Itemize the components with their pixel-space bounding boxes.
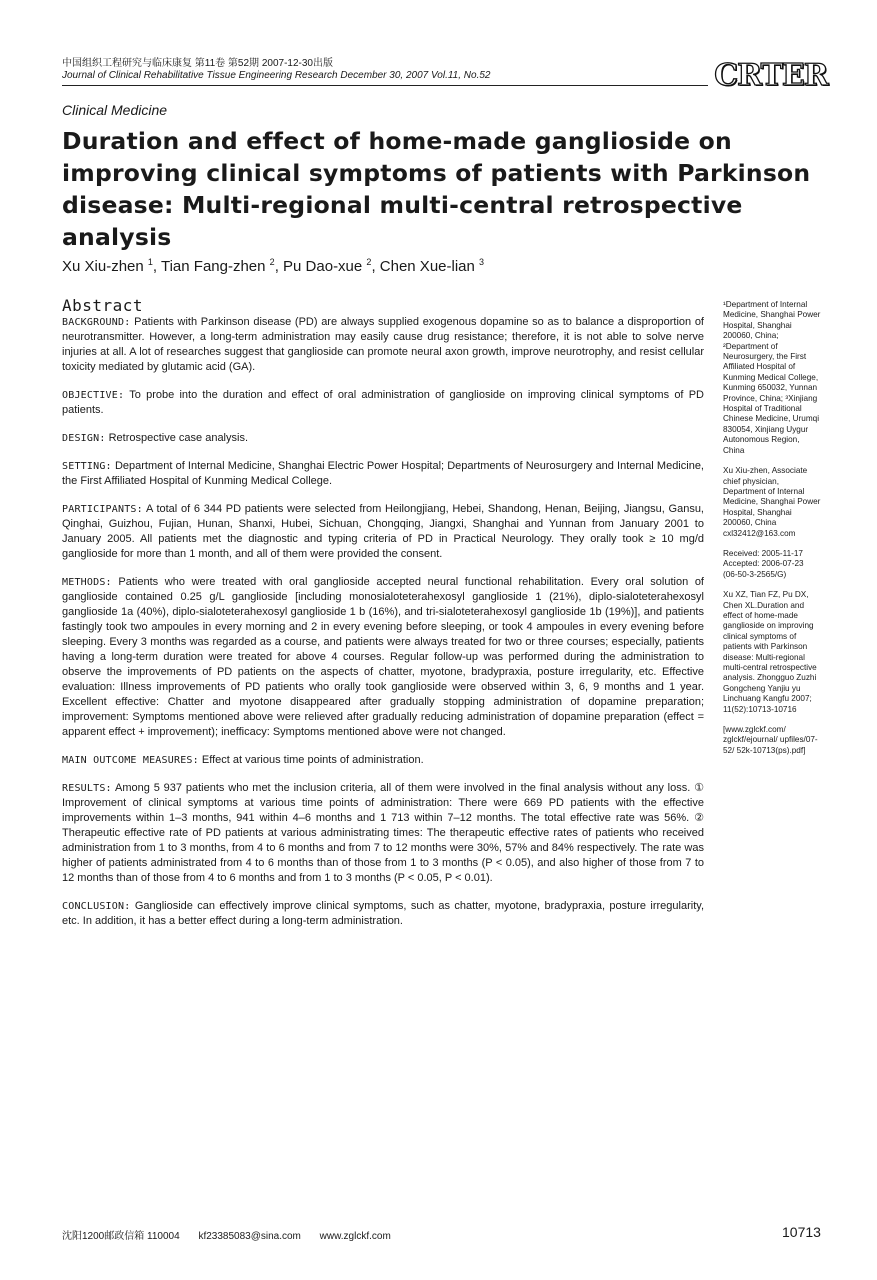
journal-header-english: Journal of Clinical Rehabilitative Tissue Engineering Research December 30, 2007 Vol.11, No.52 — [62, 70, 491, 81]
conclusion-label: CONCLUSION: — [62, 901, 131, 912]
article-title: Duration and effect of home-made ganglioside on improving clinical symptoms of patients with Parkinson disease: Multi-regional multi-central retrospective analysis — [62, 127, 811, 251]
measures-text: Effect at various time points of administration. — [201, 754, 424, 766]
conclusion-text: Ganglioside can effectively improve clinical symptoms, such as chatter, myotone, bradypraxia, posture irregularity, etc. In addition, it has a better effect during a long-term administration. — [62, 900, 704, 927]
section-label: Clinical Medicine — [62, 102, 168, 118]
results-label: RESULTS: — [62, 783, 112, 794]
author-name: Chen Xue-lian — [379, 258, 475, 275]
participants-text: A total of 6 344 PD patients were selected from Heilongjiang, Hebei, Shandong, Henan, Beijing, Jiangsu, Gansu, Qinghai, Guizhou, Fujian, Hunan, Shanxi, Hubei, Sichuan, Chongqing, Jiangxi, Shanghai and Yunnan from January 2001 to January 2005. All patients met the diagnostic and typing criteria of PD in Practical Neurology. They orally took ≥ 10 mg/d ganglioside for more than 1 month, and all of them were provided the consent. — [62, 503, 704, 560]
abstract-participants — [62, 502, 704, 562]
footer-website: www.zglckf.com — [319, 1231, 391, 1242]
abstract-conclusion — [62, 899, 704, 929]
author-name: Pu Dao-xue — [283, 258, 363, 275]
footer-address: 沈阳1200邮政信箱 110004 — [62, 1231, 180, 1242]
abstract-setting — [62, 459, 704, 489]
affiliations: ¹Department of Internal Medicine, Shanghai Power Hospital, Shanghai 200060, China; ²Department of Neurosurgery, the First Affiliated Hospital of Kunming Medical College, Kunming 650032, Yunnan Province, China; ³Xinjiang Hospital of Traditional Chinese Medicine, Urumqi 830054, Xinjiang Uygur Autonomous Region, China — [723, 300, 821, 455]
participants-label: PARTICIPANTS: — [62, 504, 143, 515]
article-url: [www.zglckf.com/ zglckf/ejournal/ upfiles/07-52/ 52k-10713(ps).pdf] — [723, 725, 818, 755]
background-text: Patients with Parkinson disease (PD) are always supplied exogenous dopamine so as to balance a disproportion of neurotransmitter. However, a long-term administration may easily cause drug resistance; therefore, it is not able to solve nerve injuries at all. A lot of researches suggest that ganglioside can promote neural axon growth, improve neurotrophy, and resist cellular toxicity mediated by glutamic acid (GA). — [62, 316, 704, 373]
author-affiliation-mark: 2 — [269, 257, 275, 267]
abstract-objective — [62, 388, 704, 418]
abstract-results — [62, 781, 704, 886]
objective-text: To probe into the duration and effect of oral administration of ganglioside on improving clinical symptoms of PD patients. — [62, 389, 704, 416]
setting-text: Department of Internal Medicine, Shanghai Electric Power Hospital; Departments of Neurosurgery and Internal Medicine, the First Affiliated Hospital of Kunming Medical College. — [62, 460, 704, 487]
abstract — [62, 298, 704, 942]
methods-label: METHODS: — [62, 577, 112, 588]
article-code: (06-50-3-2565/G) — [723, 569, 787, 579]
author-list: Xu Xiu-zhen $^1$, Tian Fang-zhen $^2$, Pu Dao-xue $^2$, Chen Xue-lian $^3$ — [62, 257, 485, 275]
citation: Xu XZ, Tian FZ, Pu DX, Chen XL.Duration and effect of home-made ganglioside on improving clinical symptoms of patients with Parkinson disease: Multi-regional multi-central retrospective analysis. Zhongguo Zuzhi Gongcheng Yanjiu yu Linchuang Kangfu 2007; 11(52):10713-10716 — [723, 590, 817, 714]
author-affiliation-mark: 2 — [366, 257, 372, 267]
journal-header — [62, 58, 702, 82]
results-text: Among 5 937 patients who met the inclusion criteria, all of them were involved in the final analysis without any loss. ① Improvement of clinical symptoms at various time points of administration: There were 669 PD patients with the effective improvements within 1–3 months, 941 within 4–6 months and 1 713 within 7–12 months. The total effective rate was 56%. ② Therapeutic effective rate of PD patients at various administrating times: The therapeutic effective rates of patients who received administration from 1 to 3 months, from 4 to 6 months and from 7 to 12 months were 30%, 57% and 84% respectively. The rate was higher of patients administrated from 4 to 6 months than of those from 1 to 3 months (P < 0.05), and also higher of those from 7 to 12 months than of those from 4 to 6 months and from 1 to 3 months (P < 0.05, P < 0.01). — [62, 782, 704, 884]
objective-label: OBJECTIVE: — [62, 390, 125, 401]
accepted-date: Accepted: 2006-07-23 — [723, 559, 804, 569]
abstract-heading: Abstract — [62, 296, 144, 315]
background-label: BACKGROUND: — [62, 317, 131, 328]
abstract-design — [62, 431, 704, 446]
page-number: 10713 — [782, 1224, 821, 1240]
dates — [723, 549, 823, 580]
design-text: Retrospective case analysis. — [108, 432, 249, 444]
setting-label: SETTING: — [62, 461, 112, 472]
measures-label: MAIN OUTCOME MEASURES: — [62, 755, 199, 766]
author-name: Tian Fang-zhen — [160, 258, 266, 275]
author-affiliation-mark: 1 — [147, 257, 153, 267]
author-name: Xu Xiu-zhen — [62, 258, 144, 275]
abstract-measures — [62, 753, 704, 768]
sidebar — [723, 300, 823, 766]
footer-email: kf23385083@sina.com — [198, 1231, 301, 1242]
abstract-methods — [62, 575, 704, 740]
crter-logo: CRTER — [714, 58, 828, 93]
correspondence: Xu Xiu-zhen, Associate chief physician, Department of Internal Medicine, Shanghai Power Hospital, Shanghai 200060, China cxl32412@163.com — [723, 466, 821, 538]
author-affiliation-mark: 3 — [479, 257, 485, 267]
page-footer — [62, 1227, 407, 1242]
abstract-background — [62, 315, 704, 375]
header-divider — [62, 85, 708, 86]
design-label: DESIGN: — [62, 433, 106, 444]
methods-text: Patients who were treated with oral ganglioside accepted neural functional rehabilitation. Every oral solution of ganglioside contained 0.25 g/L ganglioside [including monosialoteterahexosyl ganglioside 1 (21%), diplo-sialoteterahexosyl ganglioside 1a (40%), diplo-sialoteterahexosyl ganglioside 1 b (16%), and tri-sialoteterahexosyl ganglioside 1b (19%)], and patients fastingly took two ampoules in every morning and 2 in every evening before sleeping, or took 4 ampoules in every evening before sleeping. Every 3 months was regarded as a course, and patients were always treated for two or three courses; especially, patients having a long-term duration were treated for above 4 courses. Regular follow-up was performed during the administration to observe the improvements of PD patients on the aspects of chatter, myotone, bradypraxia, posture irregularity, etc. Effective evaluation: Illness improvements of PD patients who orally took ganglioside were observed within 3, 6, 9 months and 1 year. Excellent effective: Chatter and myotone disappeared after gradually stopping administration of dopamine preparation; improvement: Symptoms mentioned above were relieved after gradually reducing administration of dopamine preparation (effect = apparent effect + improvement); inefficacy: Symptoms mentioned above were not changed. — [62, 576, 704, 738]
journal-header-chinese: 中国组织工程研究与临床康复 第11卷 第52期 2007-12-30出版 — [62, 58, 333, 69]
received-date: Received: 2005-11-17 — [723, 548, 803, 558]
